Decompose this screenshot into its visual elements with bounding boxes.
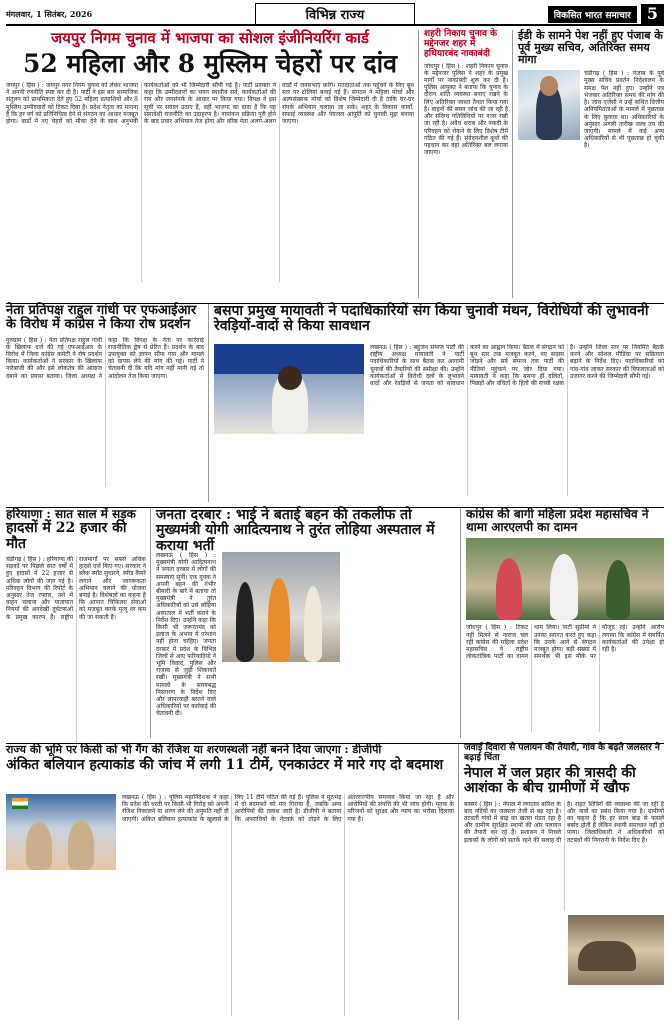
official-portrait-photo — [518, 70, 580, 140]
story-congress-rlp — [466, 508, 664, 732]
story-kicker: राज्य की भूमि पर किसी को भी गैंग की रंजिश या शरणस्थली नहीं बनने दिया जाएगा : डीजीपी — [6, 743, 382, 756]
story-headline: शहरी निकाय चुनाव के मद्देनजर शहर में हथियारबंद नाकाबंदी — [424, 29, 498, 59]
story-body: चंडीगढ़ ( हिंस ) : हरियाणा की सड़कों पर पिछले सात वर्षों में हुए हादसों में 22 हजार से अधिक लोगों की जान गई है। परिवहन विभाग की रिपोर्ट के अनुसार तेज रफ्तार, नशे में वाहन चलाना और यातायात नियमों की अनदेखी दुर्घटनाओं के प्रमुख कारण हैं। राष्ट्रीय राजमार्गों पर सबसे अधिक हादसे दर्ज किए गए। सरकार ने ब्लैक स्पॉट सुधारने, स्पीड कैमरे लगाने और जागरूकता अभियान चलाने की योजना बनाई है। विशेषज्ञों का कहना है कि आपात चिकित्सा सेवाओं को मजबूत करके मृत्यु दर कम की जा सकती है। — [6, 555, 146, 621]
story-nepal-flood — [464, 744, 664, 985]
story-headline: जनता दरबार : भाई ने बताई बहन की तकलीफ तो मुख्यमंत्री योगी आदित्यनाथ ने तुरंत लोहिया अस्पताल में कराया भर्ती — [156, 507, 435, 554]
story-rahul-fir — [6, 304, 204, 487]
story-headline: हादसों में 22 हजार की मौत — [6, 520, 127, 552]
story-yogi-darbar — [156, 507, 456, 718]
story-headline: ईडी के सामने पेश नहीं हुए पंजाब के पूर्व मुख्य सचिव, अतिरिक्त समय मांगा — [518, 29, 663, 67]
section-title: विभिन्न राज्य — [255, 3, 415, 25]
story-body: गुरुग्राम ( हिंस ) : नेता प्रतिपक्ष राहुल गांधी के खिलाफ दर्ज की गई एफआईआर के विरोध में जिला कांग्रेस कमेटी ने रोष प्रदर्शन किया। कार्यकर्ताओं ने सरकार के खिलाफ नारेबाजी की और इसे लोकतंत्र की आवाज दबाने का प्रयास बताया। जिला अध्यक्ष ने कहा कि विपक्ष के नेता पर कार्रवाई राजनीतिक द्वेष से प्रेरित है। प्रदर्शन के बाद उपायुक्त को ज्ञापन सौंपा गया और मामले को वापस लेने की मांग की गई। पार्टी ने चेतावनी दी कि यदि मांग नहीं मानी गई तो आंदोलन तेज किया जाएगा। — [6, 336, 204, 380]
story-body: लखनऊ ( हिंस ) : पुलिस महानिदेशक ने कहा कि प्रदेश की धरती पर किसी भी गिरोह को अपनी रंजिश निकालने या शरण लेने की अनुमति नहीं दी जाएगी। अंकित बलियान हत्याकांड के खुलासे के लिए 11 टीमें गठित की गई हैं। पुलिस ने मुठभेड़ में दो बदमाशों को मार गिराया है, जबकि अन्य आरोपियों की तलाश जारी है। डीजीपी ने बताया कि अपराधियों के नेटवर्क को तोड़ने के लिए अंतरराज्यीय समन्वय किया जा रहा है और आरोपियों की संपत्ति की भी जांच होगी। मृतक के परिजनों को सुरक्षा और न्याय का भरोसा दिलाया गया है। — [122, 794, 454, 823]
janta-darbar-photo — [222, 552, 340, 662]
story-body: बक्सर ( हिंस ) : नेपाल में लगातार बारिश के बाद नदियों का जलस्तर तेजी से बढ़ रहा है। तटवर्ती गांवों में बाढ़ का खतरा मंडरा रहा है और ग्रामीण सुरक्षित स्थानों की ओर पलायन की तैयारी कर रहे हैं। प्रशासन ने निचले इलाकों के लोगों को सतर्क रहने की सलाह दी है। राहत शिविरों की व्यवस्था की जा रही है और नावों का प्रबंध किया गया है। ग्रामीणों का कहना है कि हर साल बाढ़ से फसलें बर्बाद होती हैं लेकिन स्थायी समाधान नहीं हो पाया। जिलाधिकारी ने अधिकारियों को तटबंधों की निगरानी के निर्देश दिए हैं। — [464, 800, 664, 844]
story-kicker: हरियाणा : सात साल में सड़क — [6, 507, 136, 521]
story-headline: अंकित बलियान हत्याकांड की जांच में लगी 11 टीमें, एनकाउंटर में मारे गए दो बदमाश — [6, 757, 444, 774]
story-body: लखनऊ ( हिंस ) : मुख्यमंत्री योगी आदित्यनाथ ने जनता दरबार में लोगों की समस्याएं सुनीं। एक युवक ने अपनी बहन की गंभीर बीमारी के बारे में बताया तो मुख्यमंत्री ने तुरंत अधिकारियों को उसे लोहिया अस्पताल में भर्ती कराने के निर्देश दिए। उन्होंने कहा कि किसी भी जरूरतमंद को इलाज के अभाव में परेशान नहीं होना चाहिए। जनता दरबार में प्रदेश के विभिन्न जिलों से आए फरियादियों ने भूमि विवाद, पुलिस और राजस्व से जुड़ी शिकायतें रखीं। मुख्यमंत्री ने सभी मामलों के समयबद्ध निस्तारण के निर्देश दिए और लापरवाही बरतने वाले अधिकारियों पर कार्रवाई की चेतावनी दी। — [156, 552, 216, 718]
issue-date: मंगलवार, 1 सितंबर, 2026 — [6, 8, 93, 19]
story-body: जोधपुर ( हिंस ) : शहरी निकाय चुनाव के मद्देनजर पुलिस ने शहर के प्रमुख मार्गों पर नाकाबंदी शुरू कर दी है। पुलिस आयुक्त ने बताया कि चुनाव के दौरान शांति व्यवस्था बनाए रखने के लिए अतिरिक्त जाब्ता तैनात किया गया है। वाहनों की सघन जांच की जा रही है और संदिग्ध गतिविधियों पर नजर रखी जा रही है। अवैध शराब और नकदी के परिवहन को रोकने के लिए विशेष टीमें गठित की गई हैं। संवेदनशील बूथों की पहचान कर वहां अतिरिक्त बल लगाया जाएगा। — [424, 62, 508, 157]
dgp-press-photo — [6, 794, 116, 870]
page-number: 5 — [641, 4, 664, 24]
story-mayawati — [214, 303, 664, 388]
story-body: चंडीगढ़ ( हिंस ) : पंजाब के पूर्व मुख्य सचिव प्रवर्तन निदेशालय के समक्ष पेश नहीं हुए। उन्होंने पत्र भेजकर अतिरिक्त समय की मांग की है। जांच एजेंसी ने उन्हें कथित वित्तीय अनियमितताओं के मामले में पूछताछ के लिए बुलाया था। अधिकारियों के अनुसार अगली तारीख जल्द तय की जाएगी। मामले में कई अन्य अधिकारियों से भी पूछताछ हो चुकी है। — [584, 70, 664, 150]
story-ankit-baliyan — [6, 743, 454, 823]
story-kicker: जवाई दिवारा से पलायन की तैयारी, गांव के बढ़ते जलस्तर ने बढ़ाई चिंता — [464, 743, 660, 763]
story-headline: कांग्रेस की बागी महिला प्रदेश महासचिव ने थामा आरएलपी का दामन — [466, 507, 649, 535]
story-headline: 52 महिला और 8 मुस्लिम चेहरों पर दांव — [22, 48, 397, 78]
flood-village-photo — [568, 915, 664, 985]
story-haryana-accidents — [6, 508, 146, 746]
story-jaipur — [6, 30, 414, 298]
mayawati-meeting-photo — [214, 344, 364, 434]
story-body: जोधपुर ( हिंस ) : टिकट नहीं मिलने से नाराज चल रहीं कांग्रेस की महिला प्रदेश महासचिव ने राष्ट्रीय लोकतांत्रिक पार्टी का दामन थाम लिया। पार्टी सुप्रीमो ने उनका स्वागत करते हुए कहा कि उनके आने से संगठन मजबूत होगा। बड़ी संख्या में समर्थक भी इस मौके पर मौजूद रहे। उन्होंने आरोप लगाया कि कांग्रेस में समर्पित कार्यकर्ताओं की उपेक्षा हो रही है। — [466, 624, 664, 661]
rlp-joining-photo — [466, 538, 664, 620]
story-headline: नेपाल में जल प्रहार की त्रासदी की आशंका के बीच ग्रामीणों में खौफ — [464, 764, 636, 797]
story-body: जयपुर ( हिंस ) : जयपुर नगर निगम चुनाव को लेकर भाजपा ने अपनी रणनीति स्पष्ट कर दी है। पार्टी ने इस बार सामाजिक संतुलन को प्राथमिकता देते हुए 52 महिला प्रत्याशियों और 8 मुस्लिम उम्मीदवारों को टिकट दिया है। प्रदेश नेतृत्व का मानना है कि हर वर्ग को प्रतिनिधित्व देने से संगठन का आधार मजबूत होगा। वार्डों में नए चेहरों को मौका देने के साथ अनुभवी कार्यकर्ताओं को भी जिम्मेदारी सौंपी गई है। पार्टी प्रवक्ता ने कहा कि उम्मीदवारों का चयन स्थानीय सर्वे, कार्यकर्ताओं की राय और जनसंपर्क के आधार पर किया गया। विपक्ष ने इस सूची पर सवाल उठाए हैं, वहीं भाजपा का दावा है कि यह समावेशी राजनीति का उदाहरण है। नामांकन प्रक्रिया पूरी होने के बाद प्रचार अभियान तेज होगा और वरिष्ठ नेता अलग-अलग वार्डों में जनसभाएं करेंगे। मतदाताओं तक पहुंचने के लिए बूथ स्तर पर टोलियां बनाई गई हैं। संगठन ने महिला मोर्चा और अल्पसंख्यक मोर्चा को विशेष जिम्मेदारी दी है ताकि घर-घर संपर्क अभियान चलाया जा सके। शहर के विकास कार्यों, सफाई व्यवस्था और पेयजल आपूर्ति को चुनावी मुद्दा बनाया जाएगा। — [6, 82, 414, 126]
masthead — [6, 4, 664, 26]
paper-name: विकसित भारत समाचार — [548, 6, 637, 23]
story-headline: बसपा प्रमुख मायावती ने पदाधिकारियों संग किया चुनावी मंथन, विरोधियों की लुभावनी रेवड़ियों-वादों से किया सावधान — [214, 303, 649, 335]
story-body: लखनऊ ( हिंस ) : बहुजन समाज पार्टी की राष्ट्रीय अध्यक्ष मायावती ने पार्टी पदाधिकारियों के साथ बैठक कर आगामी चुनावों की तैयारियों की समीक्षा की। उन्होंने कार्यकर्ताओं से विरोधी दलों के लुभावने वादों और रेवड़ियों से जनता को सावधान करने का आह्वान किया। बैठक में संगठन को बूथ स्तर तक मजबूत करने, नए सदस्य जोड़ने और सर्व समाज तक पार्टी की नीतियां पहुंचाने पर जोर दिया गया। मायावती ने कहा कि बसपा ही दलितों, पिछड़ों और वंचितों के हितों की सच्ची रक्षक है। उन्होंने जिला स्तर पर नियमित बैठकें करने और सोशल मीडिया पर सक्रियता बढ़ाने के निर्देश दिए। पदाधिकारियों को गांव-गांव जाकर सरकार की विफलताओं को उजागर करने की जिम्मेदारी सौंपी गई। — [370, 344, 664, 388]
story-ed-punjab — [518, 30, 664, 272]
story-kicker: जयपुर निगम चुनाव में भाजपा का सोशल इंजीनियरिंग कार्ड — [51, 29, 369, 47]
story-jodhpur-checkpost — [424, 30, 508, 285]
story-headline: नेता प्रतिपक्ष राहुल गांधी पर एफआईआर के विरोध में कांग्रेस ने किया रोष प्रदर्शन — [6, 303, 197, 333]
